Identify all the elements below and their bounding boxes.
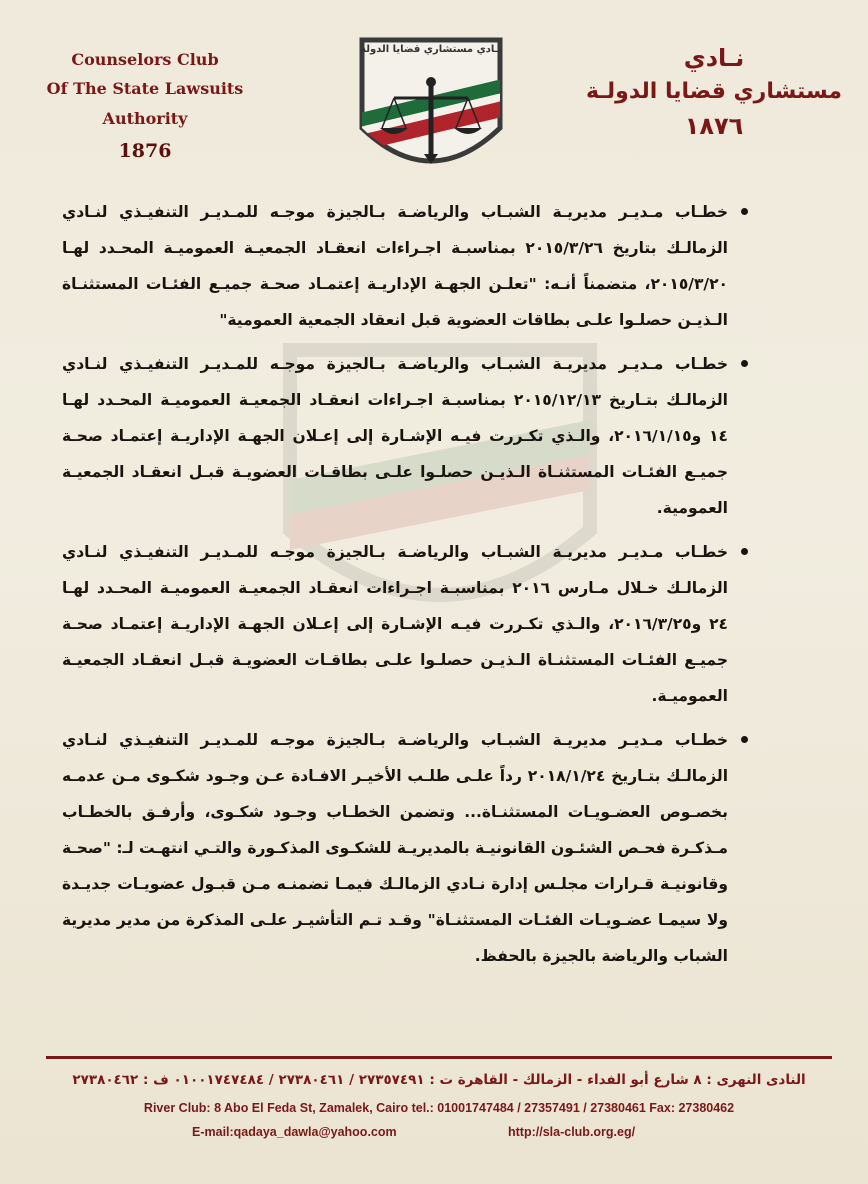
- club-name-ar: نـادي: [683, 44, 745, 72]
- paragraph-text: خطـاب مـديـر مديريـة الشبـاب والرياضـة بـالجيزة موجـه للمـديـر التنفيـذي لنـادي الزمالـك بتاريخ ٢٠١٥/٣/٢٦ بمناسبـة اجـراءات انعقـاد الجمعيـة العموميـة المحـدد لهـا ٢٠١٥/٣/٢٠، متضمناً أنـه: "تعلـن الجهـة الإداريـة إعتمـاد صحـة جميـع الفئـات المستثنـاة الـذيـن حصلـوا علـى بطاقات العضوية قبل انعقاد الجمعية العمومية": [62, 203, 728, 329]
- website-link[interactable]: http://sla-club.org.eg/: [508, 1125, 636, 1139]
- shield-scales-icon: [356, 36, 506, 188]
- paragraph-text: خطـاب مـديـر مديريـة الشبـاب والرياضـة بـالجيزة موجـه للمـديـر التنفيـذي لنـادي الزمالـك بتـاريخ ٢٠١٥/١٢/١٣ بمناسبـة اجـراءات انعقـاد الجمعيـة العموميـة المحـدد لهـا ١٤ و٢٠١٦/١/١٥، والـذي تكـررت فيـه الإشـارة إلى إعـلان الجهـة الإداريـة إعتمـاد صحـة جميـع الفئـات المستثنـاة الـذيـن حصلـوا علـى بطاقـات العضويـة قبـل انعقـاد الجمعيـة العمومية.: [62, 355, 728, 517]
- paragraph-text: خطـاب مـديـر مديريـة الشبـاب والرياضـة بـالجيزة موجـه للمـديـر التنفيـذي لنـادي الزمالـك خـلال مـارس ٢٠١٦ بمناسبـة اجـراءات انعقـاد الجمعيـة العموميـة المحـدد لهـا ٢٤ و٢٠١٦/٣/٢٥، والـذي تكـررت فيـه الإشـارة إلى إعـلان الجهـة الإداريـة إعتمـاد صحـة جميـع الفئـات المستثنـاة الـذيـن حصلـوا علـى بطاقـات العضويـة قبـل انعقـاد الجمعيـة العموميـة.: [62, 543, 728, 705]
- list-item: [62, 194, 728, 338]
- footer-links: [46, 1120, 832, 1144]
- header-english: [20, 46, 270, 168]
- paragraph-text: خطـاب مـديـر مديريـة الشبـاب والرياضـة بـالجيزة موجـه للمـديـر التنفيـذي لنـادي الزمالـك بتـاريخ ٢٠١٨/١/٢٤ رداً علـى طلـب الأخيـر الافـادة عـن وجـود شكـوى مـن عدمـه بخصـوص العضـويـات المستثنـاة... وتضمن الخطـاب وجـود شكـوى، وأرفـق بالخطـاب مـذكـرة فحـص الشئـون القانونيـة بالمديريـة للشكـوى المذكـورة والتـي انتهـت لـ: "صحـة وقانونيـة قـرارات مجلـس إدارة نـادي الزمالـك فيمـا تضمنـه مـن قبـول عضويـات جديـدة ولا سيمـا عضـويـات الفئـات المستثنـاة" وقـد تـم التأشيـر علـى المذكرة من مدير مديرية الشباب والرياضة بالجيزة بالحفظ.: [62, 731, 729, 965]
- letter-body: [62, 194, 728, 974]
- list-item: [62, 346, 728, 526]
- authority-name-ar: مستشاري قضايا الدولـة: [586, 79, 842, 104]
- club-logo: [356, 36, 506, 188]
- footer-address-en: River Club: 8 Abo El Feda St, Zamalek, Cairo tel.: 01001747484 / 27357491 / 27380461 Fax: 27380462: [143, 1101, 735, 1115]
- logo-lettering: نـادي مستشاري قضايا الدولة: [360, 44, 502, 55]
- club-name-en: Counselors Club: [71, 50, 219, 69]
- authority-name-en: Of The State Lawsuits Authority: [46, 79, 244, 128]
- bullet-icon: [741, 548, 748, 555]
- header-arabic: [584, 40, 844, 144]
- email-link[interactable]: E-mail:qadaya_dawla@yahoo.com: [192, 1125, 397, 1139]
- list-item: [62, 722, 728, 974]
- founding-year-ar: ١٨٧٦: [684, 112, 744, 140]
- bullet-icon: [741, 736, 748, 743]
- footer-address-ar: النادى النهرى : ٨ شارع أبو الفداء - الزمالك - القاهرة ت : ٢٧٣٥٧٤٩١ / ٢٧٣٨٠٤٦١ / ٠١٠٠١٧٤٧٤٨٤ ف : ٢٧٣٨٠٤٦٢: [72, 1072, 806, 1088]
- list-item: [62, 534, 728, 714]
- bullet-icon: [741, 208, 748, 215]
- footer-divider: [46, 1056, 832, 1059]
- founding-year-en: 1876: [118, 140, 172, 162]
- bullet-icon: [741, 360, 748, 367]
